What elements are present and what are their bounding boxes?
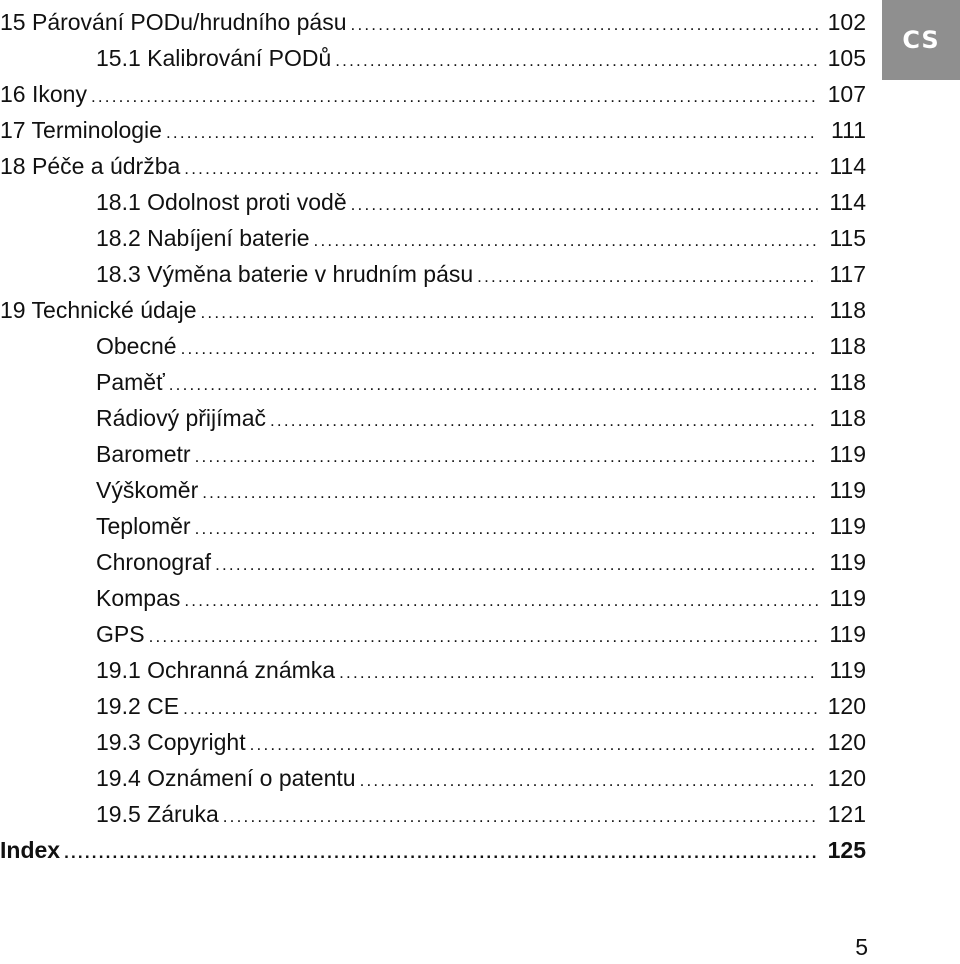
- toc-entry-page: 125: [827, 837, 866, 863]
- toc-entry-page: 118: [829, 405, 866, 431]
- toc-entry[interactable]: [96, 720, 866, 756]
- toc-entry-page: 120: [827, 765, 866, 791]
- toc-entry-label: Index: [0, 837, 61, 863]
- toc-entry-label: 19.3 Copyright: [96, 729, 246, 755]
- toc-entry-page: 119: [829, 477, 866, 503]
- dot-leader: [169, 368, 818, 396]
- dot-leader: [335, 44, 818, 72]
- dot-leader: [64, 836, 818, 864]
- toc-entry[interactable]: [0, 72, 866, 108]
- toc-entry[interactable]: [0, 108, 866, 144]
- dot-leader: [201, 296, 819, 324]
- toc-entry-label: Obecné: [96, 333, 177, 359]
- toc-entry-page: 115: [829, 225, 866, 251]
- toc-entry-page: 111: [831, 117, 866, 143]
- toc-entry-index[interactable]: [0, 828, 866, 864]
- dot-leader: [215, 548, 818, 576]
- toc-entry-page: 117: [829, 261, 866, 287]
- toc-entry-label: Rádiový přijímač: [96, 405, 266, 431]
- toc-entry[interactable]: [96, 612, 866, 648]
- dot-leader: [202, 476, 818, 504]
- language-tab: [882, 0, 960, 80]
- toc-entry[interactable]: [96, 396, 866, 432]
- toc-entry-label: 19 Technické údaje: [0, 297, 197, 323]
- toc-entry[interactable]: [96, 432, 866, 468]
- toc-entry[interactable]: [0, 0, 866, 36]
- dot-leader: [149, 620, 818, 648]
- toc-entry-page: 119: [829, 585, 866, 611]
- toc-entry[interactable]: [96, 252, 866, 288]
- toc-entry-label: Kompas: [96, 585, 181, 611]
- toc-entry-page: 120: [827, 729, 866, 755]
- toc-entry-label: 18 Péče a údržba: [0, 153, 181, 179]
- dot-leader: [351, 188, 818, 216]
- toc-entry[interactable]: [96, 468, 866, 504]
- toc-entry[interactable]: [96, 756, 866, 792]
- dot-leader: [195, 512, 818, 540]
- toc-entry[interactable]: [96, 540, 866, 576]
- toc-entry[interactable]: [0, 144, 866, 180]
- toc-entry[interactable]: [96, 360, 866, 396]
- toc-entry-page: 119: [829, 549, 866, 575]
- toc-entry[interactable]: [96, 36, 866, 72]
- toc-entry-label: GPS: [96, 621, 145, 647]
- toc-entry-label: Chronograf: [96, 549, 212, 575]
- toc-entry-page: 107: [827, 81, 866, 107]
- toc-entry-label: 19.1 Ochranná známka: [96, 657, 336, 683]
- dot-leader: [91, 80, 818, 108]
- toc-entry-page: 121: [827, 801, 866, 827]
- toc-entry-label: 18.3 Výměna baterie v hrudním pásu: [96, 261, 474, 287]
- toc-entry[interactable]: [96, 684, 866, 720]
- dot-leader: [477, 260, 818, 288]
- dot-leader: [351, 8, 818, 36]
- dot-leader: [183, 692, 818, 720]
- toc-entry-page: 118: [829, 333, 866, 359]
- dot-leader: [250, 728, 818, 756]
- dot-leader: [339, 656, 818, 684]
- toc-entry[interactable]: [96, 180, 866, 216]
- dot-leader: [223, 800, 818, 828]
- toc-entry-page: 119: [829, 621, 866, 647]
- dot-leader: [184, 584, 818, 612]
- toc-entry-page: 105: [827, 45, 866, 71]
- dot-leader: [195, 440, 818, 468]
- toc-entry[interactable]: [96, 792, 866, 828]
- dot-leader: [181, 332, 818, 360]
- toc-entry-label: 15 Párování PODu/hrudního pásu: [0, 9, 347, 35]
- dot-leader: [166, 116, 818, 144]
- toc-entry-page: 118: [829, 369, 866, 395]
- toc-entry-page: 118: [829, 297, 866, 323]
- toc-entry-label: Paměť: [96, 369, 165, 395]
- toc-entry-page: 102: [827, 9, 866, 35]
- dot-leader: [270, 404, 818, 432]
- page-number: 5: [855, 934, 868, 960]
- toc-entry-page: 114: [829, 189, 866, 215]
- toc-entry-label: 19.5 Záruka: [96, 801, 219, 827]
- toc-entry[interactable]: [96, 216, 866, 252]
- toc-entry-label: Teploměr: [96, 513, 191, 539]
- toc-entry-label: 17 Terminologie: [0, 117, 162, 143]
- toc-entry[interactable]: [0, 288, 866, 324]
- toc-entry-page: 119: [829, 513, 866, 539]
- toc-entry[interactable]: [96, 324, 866, 360]
- toc-entry[interactable]: [96, 504, 866, 540]
- toc-entry-label: Výškoměr: [96, 477, 199, 503]
- toc-entry-page: 120: [827, 693, 866, 719]
- toc-entry-label: 15.1 Kalibrování PODů: [96, 45, 332, 71]
- language-tab-label: CS: [902, 26, 940, 54]
- toc-entry-page: 119: [829, 441, 866, 467]
- toc-entry[interactable]: [96, 576, 866, 612]
- toc-entry-label: 19.2 CE: [96, 693, 180, 719]
- toc-entry-label: 16 Ikony: [0, 81, 87, 107]
- toc-entry-label: Barometr: [96, 441, 191, 467]
- dot-leader: [184, 152, 818, 180]
- dot-leader: [314, 224, 818, 252]
- toc-entry-label: 19.4 Oznámení o patentu: [96, 765, 356, 791]
- toc-entry[interactable]: [96, 648, 866, 684]
- toc-entry-page: 119: [829, 657, 866, 683]
- toc-entry-page: 114: [829, 153, 866, 179]
- toc-entry-label: 18.1 Odolnost proti vodě: [96, 189, 347, 215]
- toc-entry-label: 18.2 Nabíjení baterie: [96, 225, 310, 251]
- dot-leader: [360, 764, 818, 792]
